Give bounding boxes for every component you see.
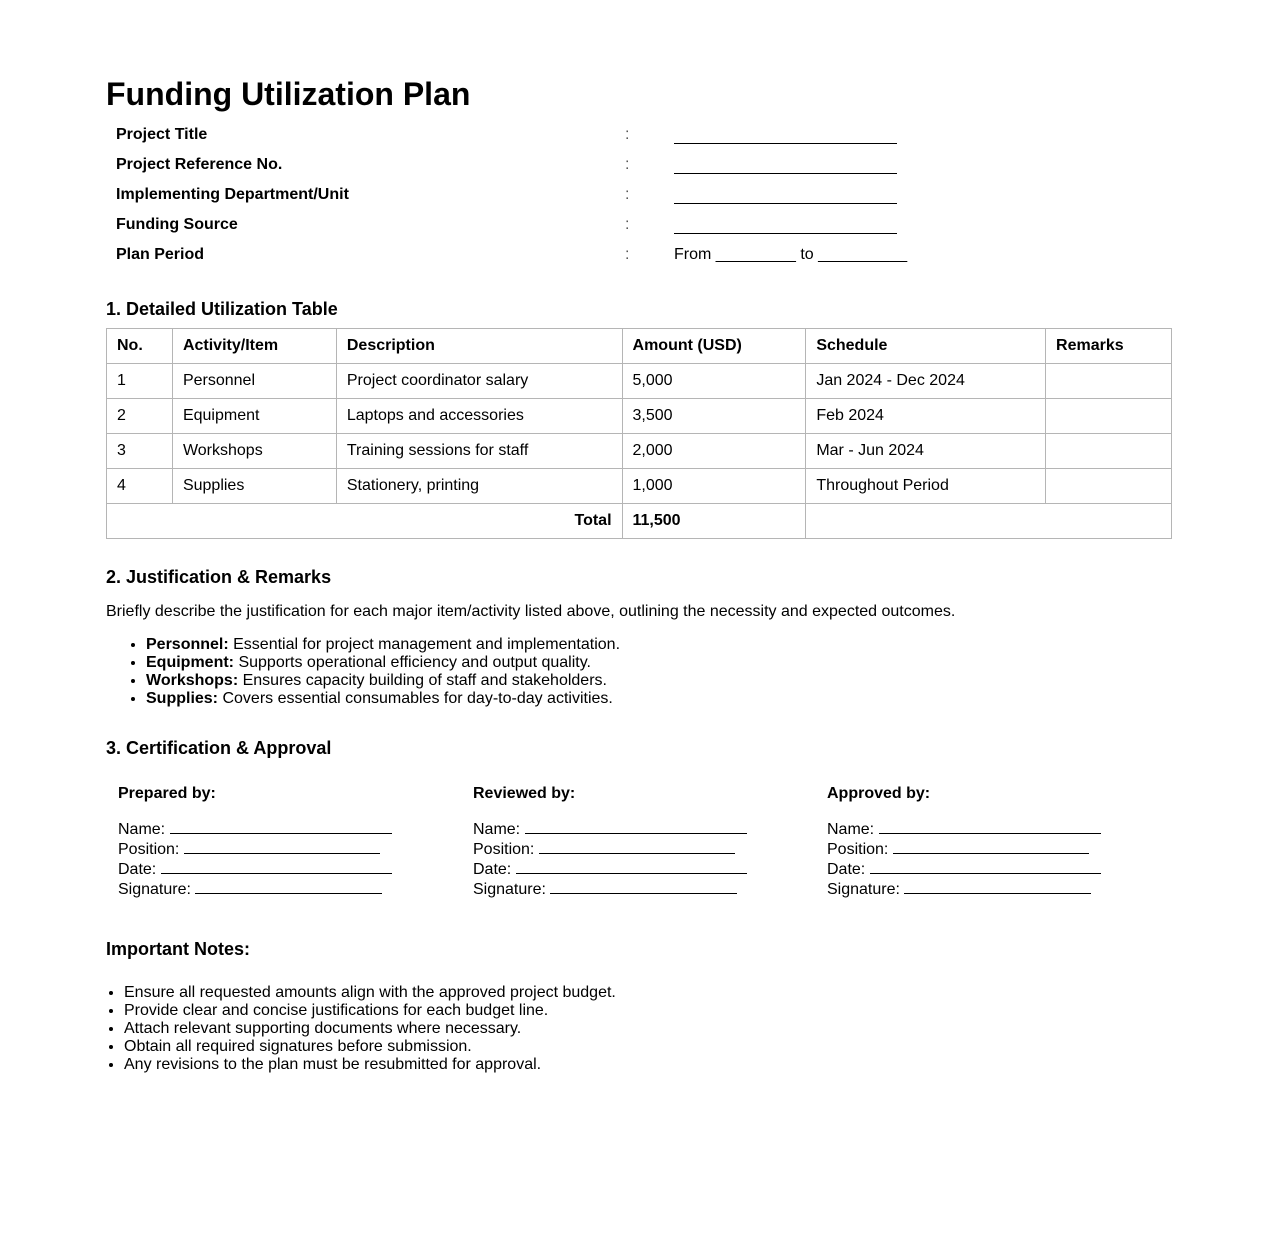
list-item: • Obtain all required signatures before submission. [124, 1038, 616, 1056]
info-row-plan-period [116, 244, 936, 266]
section-heading-justification: 2. Justification & Remarks [106, 567, 332, 587]
cell-description: Training sessions for staff [336, 434, 622, 469]
signature-fields [118, 819, 418, 899]
cell-description: Laptops and accessories [336, 399, 622, 434]
justification-term: Personnel: [146, 636, 229, 653]
signature-block-prepared [118, 783, 418, 899]
justification-text: Covers essential consumables for day-to-day activities. [218, 690, 613, 707]
position-blank[interactable] [539, 839, 735, 854]
info-label: Project Title [116, 126, 208, 143]
from-label: From [674, 246, 712, 263]
from-date-blank[interactable]: _________ [715, 246, 796, 263]
list-item [146, 636, 620, 654]
cell-schedule: Mar - Jun 2024 [806, 434, 1046, 469]
department-blank[interactable] [674, 184, 897, 204]
info-colon: : [625, 156, 630, 173]
cell-no: 4 [107, 469, 173, 504]
cell-amount: 3,500 [622, 399, 806, 434]
justification-text: Ensures capacity building of staff and stakeholders. [238, 672, 607, 689]
cell-remarks[interactable] [1046, 399, 1172, 434]
list-item: • Any revisions to the plan must be resubmitted for approval. [124, 1056, 616, 1074]
cell-schedule: Jan 2024 - Dec 2024 [806, 364, 1046, 399]
cell-no: 2 [107, 399, 173, 434]
date-label: Date: [118, 861, 157, 878]
position-field [473, 839, 773, 859]
total-row [107, 504, 1172, 539]
info-colon: : [625, 246, 630, 263]
cell-remarks[interactable] [1046, 434, 1172, 469]
info-row-department [116, 184, 936, 206]
justification-list [106, 636, 620, 708]
name-field [473, 819, 773, 839]
date-label: Date: [473, 861, 512, 878]
position-blank[interactable] [184, 839, 380, 854]
cell-amount: 5,000 [622, 364, 806, 399]
signature-block-heading: Approved by: [827, 785, 931, 802]
justification-intro: Briefly describe the justification for each major item/activity listed above, outlining the necessity and expected outcomes. [106, 603, 956, 620]
justification-text: Supports operational efficiency and output quality. [234, 654, 591, 671]
signature-fields [827, 819, 1127, 899]
table-row [107, 469, 1172, 504]
signature-label: Signature: [473, 881, 546, 898]
justification-term: Equipment: [146, 654, 234, 671]
info-label: Implementing Department/Unit [116, 186, 349, 203]
cell-no: 3 [107, 434, 173, 469]
column-header-description: Description [336, 329, 622, 364]
important-notes-list [106, 984, 616, 1074]
cell-remarks[interactable] [1046, 469, 1172, 504]
position-field [118, 839, 418, 859]
list-item: • Ensure all requested amounts align with the approved project budget. [124, 984, 616, 1002]
date-field [473, 859, 773, 879]
info-row-reference-no [116, 154, 936, 176]
reference-no-blank[interactable] [674, 154, 897, 174]
signature-field [118, 879, 418, 899]
cell-schedule: Feb 2024 [806, 399, 1046, 434]
date-field [827, 859, 1127, 879]
column-header-activity: Activity/Item [172, 329, 336, 364]
name-blank[interactable] [525, 819, 747, 834]
position-label: Position: [827, 841, 889, 858]
total-empty-cell [806, 504, 1172, 539]
date-blank[interactable] [870, 859, 1101, 874]
signature-fields [473, 819, 773, 899]
cell-activity: Equipment [172, 399, 336, 434]
name-blank[interactable] [170, 819, 392, 834]
signature-field [473, 879, 773, 899]
project-title-blank[interactable] [674, 124, 897, 144]
info-colon: : [625, 216, 630, 233]
name-label: Name: [118, 821, 166, 838]
date-label: Date: [827, 861, 866, 878]
cell-remarks[interactable] [1046, 364, 1172, 399]
name-label: Name: [473, 821, 521, 838]
signature-blank[interactable] [550, 879, 737, 894]
signature-label: Signature: [827, 881, 900, 898]
table-row [107, 399, 1172, 434]
utilization-table [106, 328, 1172, 539]
position-label: Position: [118, 841, 180, 858]
column-header-no: No. [107, 329, 173, 364]
section-heading-certification: 3. Certification & Approval [106, 738, 332, 758]
list-item [146, 690, 620, 708]
column-header-amount: Amount (USD) [622, 329, 806, 364]
signature-field [827, 879, 1127, 899]
to-label: to [800, 246, 814, 263]
section-heading-table: 1. Detailed Utilization Table [106, 299, 338, 319]
signature-block-heading: Reviewed by: [473, 785, 576, 802]
cell-activity: Supplies [172, 469, 336, 504]
name-field [118, 819, 418, 839]
name-blank[interactable] [879, 819, 1101, 834]
position-label: Position: [473, 841, 535, 858]
signature-block-reviewed [473, 783, 773, 899]
column-header-schedule: Schedule [806, 329, 1046, 364]
total-value: 11,500 [622, 504, 806, 539]
info-row-funding-source [116, 214, 936, 236]
signature-blank[interactable] [195, 879, 382, 894]
important-notes-heading: Important Notes: [106, 939, 250, 959]
to-date-blank[interactable]: __________ [818, 246, 908, 263]
info-label: Funding Source [116, 216, 238, 233]
funding-source-blank[interactable] [674, 214, 897, 234]
info-label: Plan Period [116, 246, 205, 263]
name-field [827, 819, 1127, 839]
column-header-remarks: Remarks [1046, 329, 1172, 364]
table-header-row [107, 329, 1172, 364]
cell-description: Stationery, printing [336, 469, 622, 504]
table-row [107, 434, 1172, 469]
cell-description: Project coordinator salary [336, 364, 622, 399]
signature-block-approved [827, 783, 1127, 899]
position-blank[interactable] [893, 839, 1089, 854]
info-colon: : [625, 186, 630, 203]
total-label: Total [107, 504, 623, 539]
cell-amount: 1,000 [622, 469, 806, 504]
list-item [146, 654, 620, 672]
date-field [118, 859, 418, 879]
info-colon: : [625, 126, 630, 143]
info-label: Project Reference No. [116, 156, 283, 173]
cell-schedule: Throughout Period [806, 469, 1046, 504]
date-blank[interactable] [516, 859, 747, 874]
justification-term: Supplies: [146, 690, 219, 707]
justification-term: Workshops: [146, 672, 239, 689]
table-row [107, 364, 1172, 399]
name-label: Name: [827, 821, 875, 838]
cell-activity: Workshops [172, 434, 336, 469]
date-blank[interactable] [161, 859, 392, 874]
cell-activity: Personnel [172, 364, 336, 399]
document-title: Funding Utilization Plan [106, 76, 471, 112]
list-item: • Provide clear and concise justifications for each budget line. [124, 1002, 616, 1020]
info-row-project-title [116, 124, 936, 146]
signature-label: Signature: [118, 881, 191, 898]
list-item: • Attach relevant supporting documents where necessary. [124, 1020, 616, 1038]
signature-block-heading: Prepared by: [118, 785, 216, 802]
list-item [146, 672, 620, 690]
position-field [827, 839, 1127, 859]
justification-text: Essential for project management and implementation. [228, 636, 621, 653]
signature-blank[interactable] [904, 879, 1091, 894]
plan-period-value [674, 244, 907, 266]
cell-no: 1 [107, 364, 173, 399]
cell-amount: 2,000 [622, 434, 806, 469]
